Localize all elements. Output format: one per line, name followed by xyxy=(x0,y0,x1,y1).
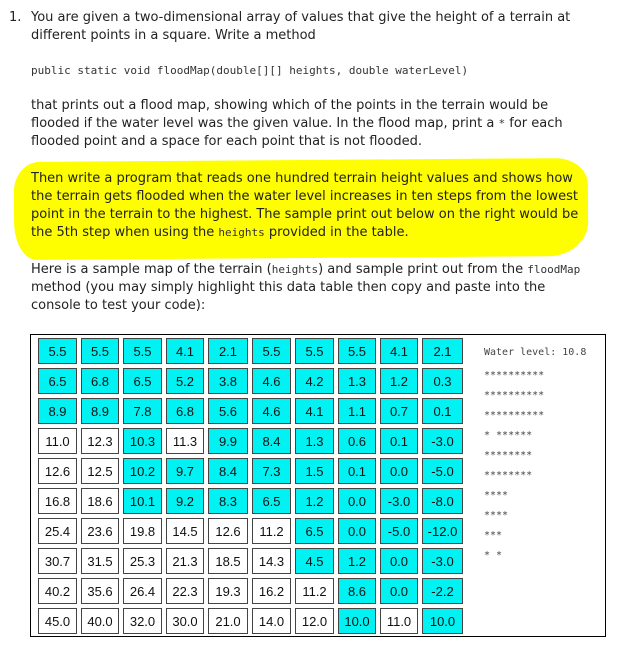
height-cell[interactable]: 4.5 xyxy=(295,548,334,574)
height-cell[interactable]: 6.5 xyxy=(252,488,291,514)
height-cell[interactable]: 8.4 xyxy=(252,428,291,454)
height-cell[interactable]: 11.2 xyxy=(295,578,334,604)
height-cell[interactable]: 5.5 xyxy=(123,338,162,364)
height-cell[interactable]: 8.9 xyxy=(81,398,119,424)
height-cell[interactable]: 0.1 xyxy=(422,398,463,424)
height-cell[interactable]: 23.6 xyxy=(81,518,119,544)
height-cell[interactable]: 14.0 xyxy=(252,608,291,634)
height-cell[interactable]: 9.7 xyxy=(166,458,204,484)
height-cell[interactable]: 0.6 xyxy=(338,428,376,454)
height-cell[interactable]: 5.2 xyxy=(166,368,204,394)
height-cell[interactable]: 30.7 xyxy=(38,548,77,574)
height-cell[interactable]: 1.3 xyxy=(295,428,334,454)
printout-line: **** xyxy=(484,490,509,501)
height-cell[interactable]: 1.2 xyxy=(295,488,334,514)
printout-line: ********** xyxy=(484,390,545,401)
floodmap-code: floodMap xyxy=(527,263,581,276)
height-cell[interactable]: 4.6 xyxy=(252,398,291,424)
height-cell[interactable]: -12.0 xyxy=(422,518,463,544)
height-cell[interactable]: 30.0 xyxy=(166,608,204,634)
height-cell[interactable]: 5.5 xyxy=(338,338,376,364)
height-cell[interactable]: -8.0 xyxy=(422,488,463,514)
height-cell[interactable]: 9.9 xyxy=(208,428,248,454)
height-cell[interactable]: 19.8 xyxy=(123,518,162,544)
question-intro: You are given a two-dimensional array of values that give the height of a terrain at different points in a square. Write a method xyxy=(31,10,571,43)
heights-code: heights xyxy=(218,226,265,239)
height-cell[interactable]: 14.5 xyxy=(166,518,204,544)
height-cell[interactable]: 40.2 xyxy=(38,578,77,604)
table-row xyxy=(38,458,463,484)
height-cell[interactable]: -2.2 xyxy=(422,578,463,604)
height-cell[interactable]: 4.1 xyxy=(380,338,418,364)
height-cell[interactable]: 4.1 xyxy=(166,338,204,364)
height-cell[interactable]: 12.6 xyxy=(38,458,77,484)
height-cell[interactable]: 4.6 xyxy=(252,368,291,394)
height-cell[interactable]: 11.3 xyxy=(166,428,204,454)
table-row xyxy=(38,368,463,394)
water-level-label: Water level: 10.8 xyxy=(484,347,587,358)
heights-code: heights xyxy=(271,263,319,276)
height-cell[interactable]: 12.3 xyxy=(81,428,119,454)
height-cell[interactable]: 1.5 xyxy=(295,458,334,484)
height-cell[interactable]: 6.8 xyxy=(166,398,204,424)
height-cell[interactable]: 1.3 xyxy=(338,368,376,394)
height-cell[interactable]: 7.3 xyxy=(252,458,291,484)
table-row xyxy=(38,608,463,634)
height-cell[interactable]: 31.5 xyxy=(81,548,119,574)
question-number: 1. xyxy=(9,10,22,25)
table-row xyxy=(38,518,463,544)
height-cell[interactable]: 0.0 xyxy=(338,488,376,514)
printout-line: ********** xyxy=(484,370,545,381)
program-description: Then write a program that reads one hundred terrain height values and shows how the terrain gets flooded when the water level increases in ten steps from the lowest point in the terrain to the highest. The sample print out below on the right would be the 5th step when using the heights provided in the table. xyxy=(31,171,579,240)
heights-table[interactable] xyxy=(34,338,467,634)
height-cell[interactable]: 0.3 xyxy=(422,368,463,394)
height-cell[interactable]: 18.5 xyxy=(208,548,248,574)
printout-line: ******** xyxy=(484,450,533,461)
height-cell[interactable]: 10.0 xyxy=(338,608,376,634)
height-cell[interactable]: 0.1 xyxy=(338,458,376,484)
table-row xyxy=(38,338,463,364)
height-cell[interactable]: 0.0 xyxy=(380,578,418,604)
height-cell[interactable]: -3.0 xyxy=(380,488,418,514)
flood-map-description: that prints out a flood map, showing which of the points in the terrain would be flooded if the water level was the given value. In the flood map, print a * for each flooded point and a space for each point that is not flooded. xyxy=(31,98,563,149)
height-cell[interactable]: -5.0 xyxy=(380,518,418,544)
height-cell[interactable]: 40.0 xyxy=(81,608,119,634)
printout-line: ********** xyxy=(484,410,545,421)
height-cell[interactable]: 4.1 xyxy=(295,398,334,424)
height-cell[interactable]: 8.3 xyxy=(208,488,248,514)
height-cell[interactable]: 5.5 xyxy=(81,338,119,364)
height-cell[interactable]: -3.0 xyxy=(422,548,463,574)
height-cell[interactable]: 16.2 xyxy=(252,578,291,604)
height-cell[interactable]: 21.0 xyxy=(208,608,248,634)
star-symbol: * xyxy=(498,117,506,130)
height-cell[interactable]: 22.3 xyxy=(166,578,204,604)
height-cell[interactable]: 1.2 xyxy=(338,548,376,574)
height-cell[interactable]: -5.0 xyxy=(422,458,463,484)
height-cell[interactable]: 5.5 xyxy=(38,338,77,364)
height-cell[interactable]: 18.6 xyxy=(81,488,119,514)
table-row xyxy=(38,548,463,574)
height-cell[interactable]: 5.5 xyxy=(252,338,291,364)
height-cell[interactable]: 1.1 xyxy=(338,398,376,424)
height-cell[interactable]: 10.0 xyxy=(422,608,463,634)
height-cell[interactable]: 2.1 xyxy=(208,338,248,364)
height-cell[interactable]: 12.0 xyxy=(295,608,334,634)
table-row xyxy=(38,578,463,604)
height-cell[interactable]: 10.3 xyxy=(123,428,162,454)
height-cell[interactable]: 12.5 xyxy=(81,458,119,484)
height-cell[interactable]: 2.1 xyxy=(422,338,463,364)
height-cell[interactable]: 6.5 xyxy=(295,518,334,544)
height-cell[interactable]: 0.7 xyxy=(380,398,418,424)
printout-line: **** xyxy=(484,510,509,521)
table-row xyxy=(38,488,463,514)
table-row xyxy=(38,398,463,424)
height-cell[interactable]: 16.8 xyxy=(38,488,77,514)
height-cell[interactable]: 1.2 xyxy=(380,368,418,394)
height-cell[interactable]: 14.3 xyxy=(252,548,291,574)
height-cell[interactable]: 0.0 xyxy=(380,548,418,574)
height-cell[interactable]: 6.5 xyxy=(123,368,162,394)
height-cell[interactable]: 12.6 xyxy=(208,518,248,544)
height-cell[interactable]: 32.0 xyxy=(123,608,162,634)
height-cell[interactable]: -3.0 xyxy=(422,428,463,454)
height-cell[interactable]: 8.6 xyxy=(338,578,376,604)
height-cell[interactable]: 0.0 xyxy=(380,458,418,484)
height-cell[interactable]: 11.0 xyxy=(380,608,418,634)
height-cell[interactable]: 10.2 xyxy=(123,458,162,484)
height-cell[interactable]: 6.5 xyxy=(38,368,77,394)
height-cell[interactable]: 45.0 xyxy=(38,608,77,634)
height-cell[interactable]: 8.4 xyxy=(208,458,248,484)
printout-line: *** xyxy=(484,530,503,541)
height-cell[interactable]: 8.9 xyxy=(38,398,77,424)
height-cell[interactable]: 35.6 xyxy=(81,578,119,604)
height-cell[interactable]: 6.8 xyxy=(81,368,119,394)
printout-line: ******** xyxy=(484,470,533,481)
height-cell[interactable]: 10.1 xyxy=(123,488,162,514)
height-cell[interactable]: 25.4 xyxy=(38,518,77,544)
height-cell[interactable]: 26.4 xyxy=(123,578,162,604)
sample-description: Here is a sample map of the terrain (heights) and sample print out from the floodMap method (you may simply highlight this data table then copy and paste into the console to test your code): xyxy=(31,262,581,313)
printout-line: * ****** xyxy=(484,430,533,441)
height-cell[interactable]: 5.5 xyxy=(295,338,334,364)
height-cell[interactable]: 21.3 xyxy=(166,548,204,574)
height-cell[interactable]: 11.0 xyxy=(38,428,77,454)
height-cell[interactable]: 4.2 xyxy=(295,368,334,394)
height-cell[interactable]: 19.3 xyxy=(208,578,248,604)
height-cell[interactable]: 7.8 xyxy=(123,398,162,424)
method-signature: public static void floodMap(double[][] heights, double waterLevel) xyxy=(31,64,469,77)
height-cell[interactable]: 25.3 xyxy=(123,548,162,574)
printout-line: * * xyxy=(484,550,503,561)
height-cell[interactable]: 5.6 xyxy=(208,398,248,424)
table-row xyxy=(38,428,463,454)
height-cell[interactable]: 0.1 xyxy=(380,428,418,454)
height-cell[interactable]: 11.2 xyxy=(252,518,291,544)
height-cell[interactable]: 0.0 xyxy=(338,518,376,544)
height-cell[interactable]: 9.2 xyxy=(166,488,204,514)
height-cell[interactable]: 3.8 xyxy=(208,368,248,394)
